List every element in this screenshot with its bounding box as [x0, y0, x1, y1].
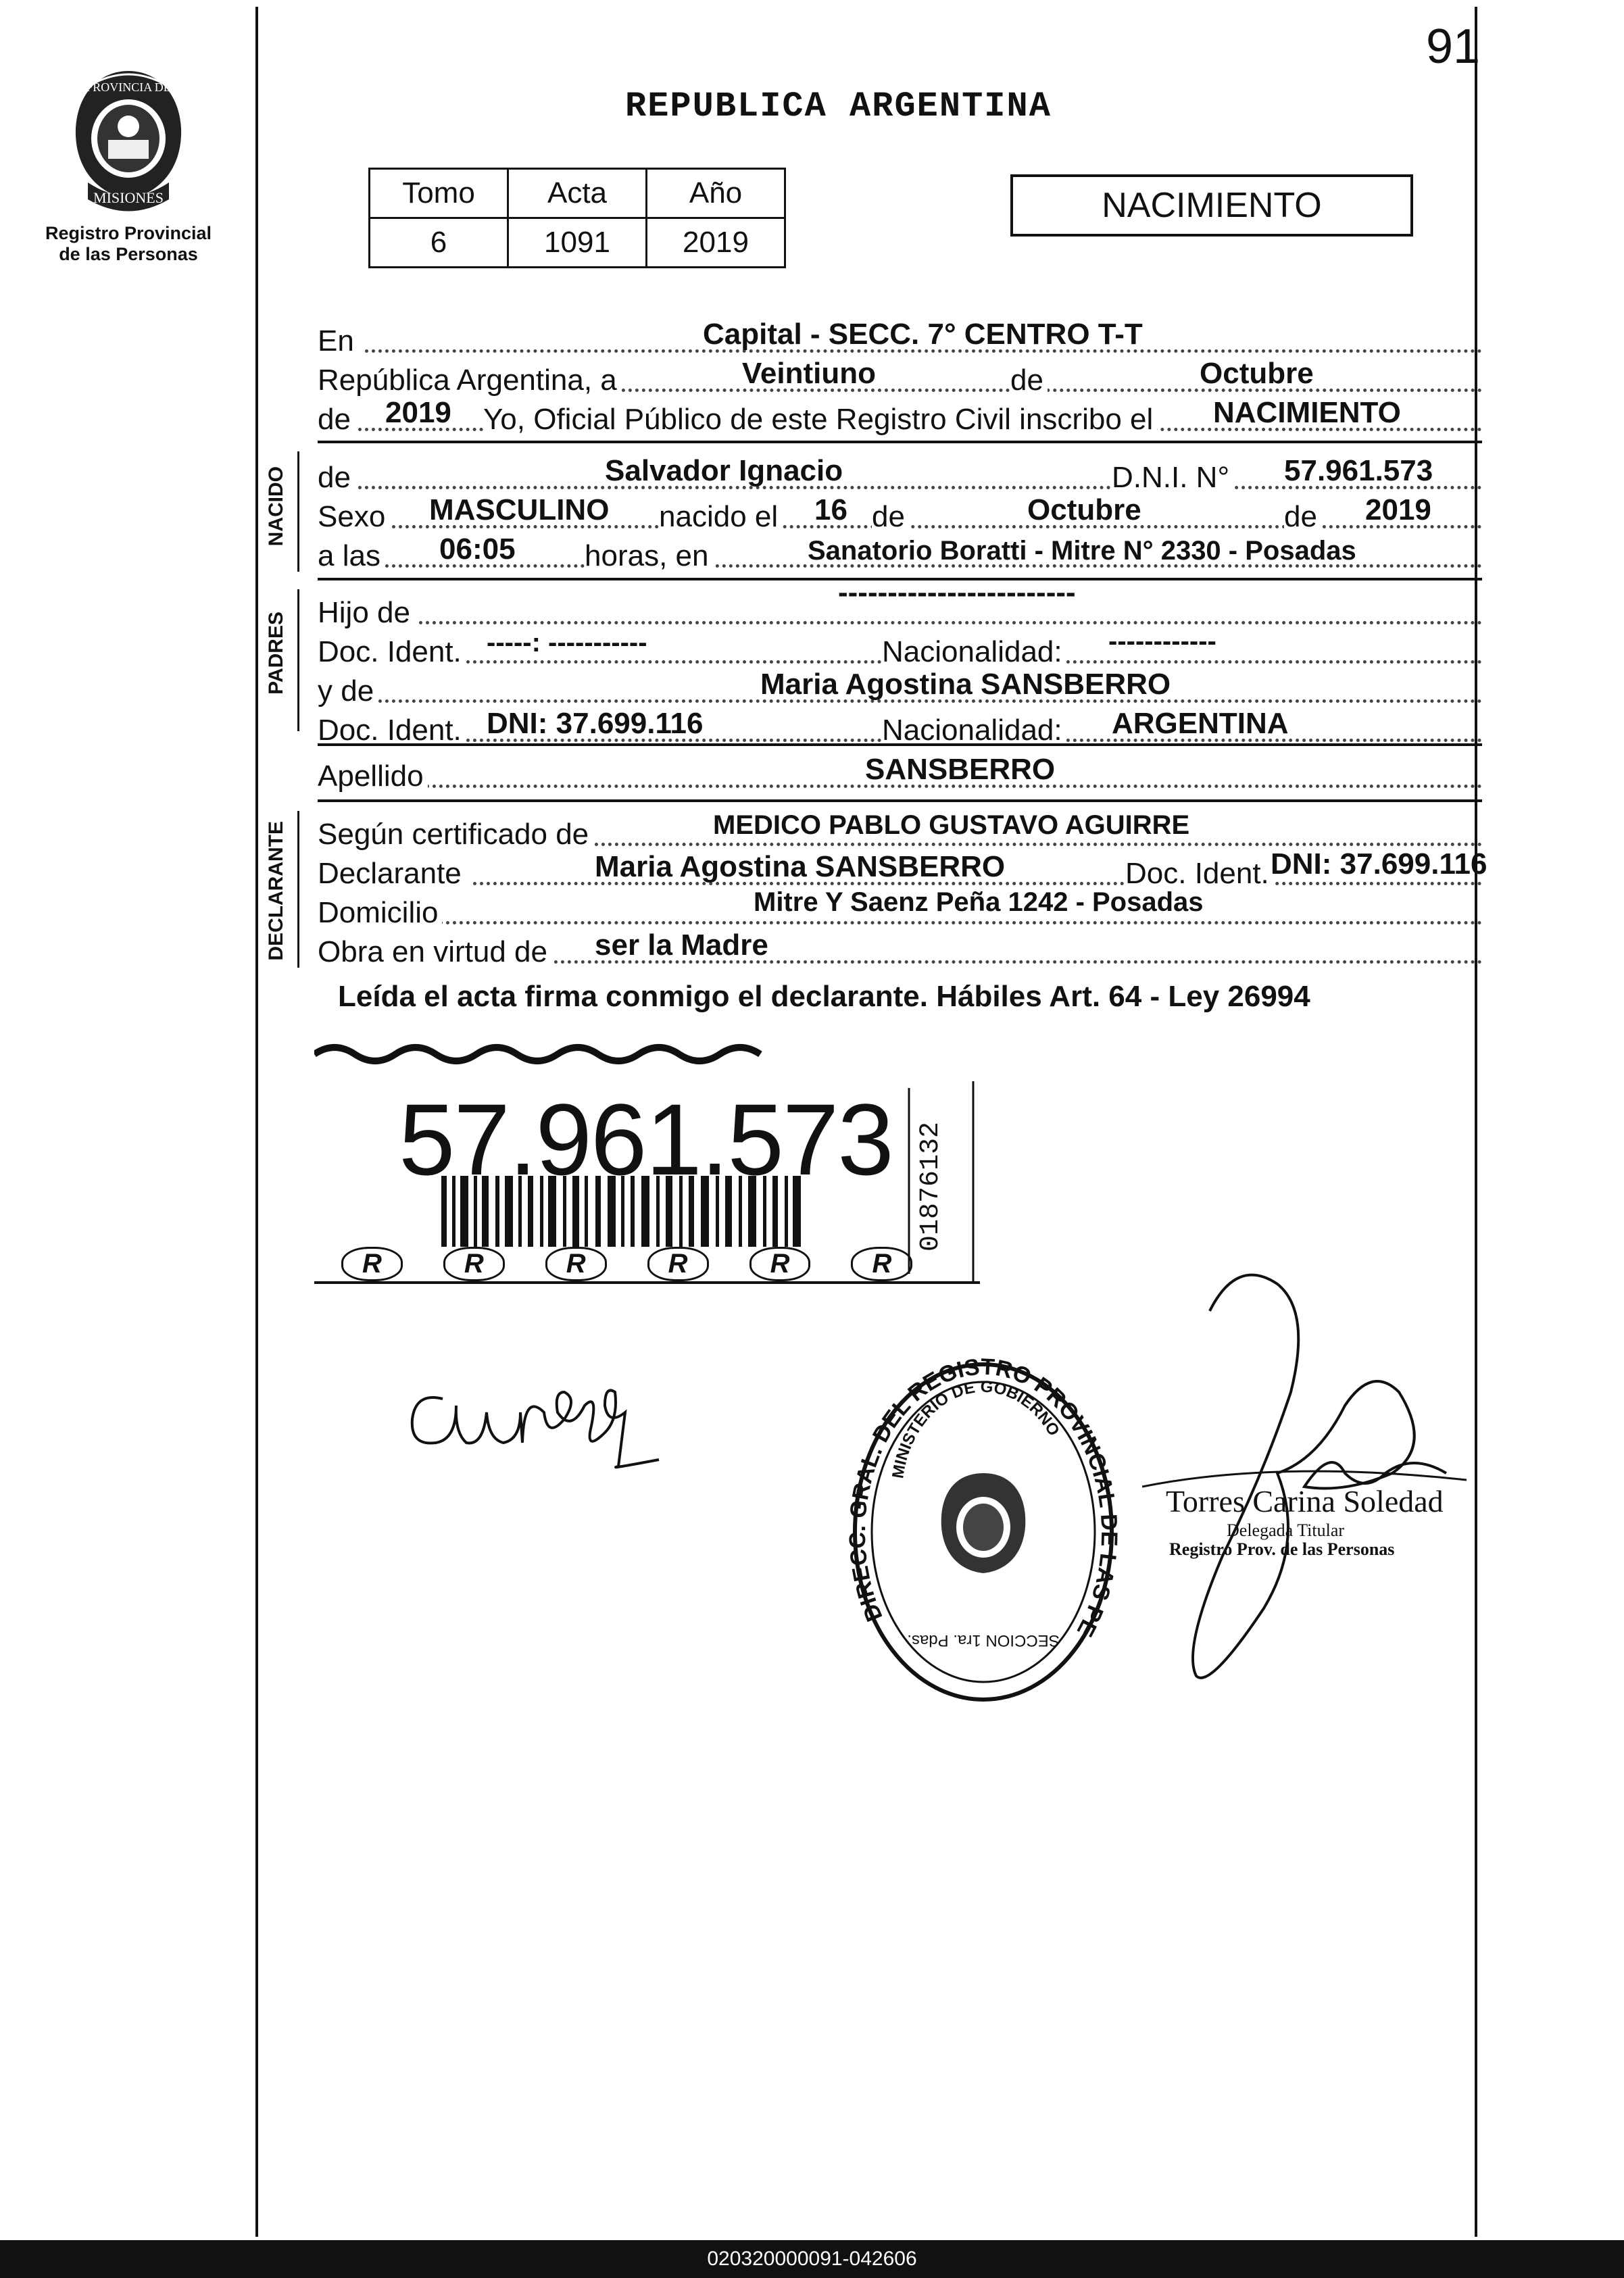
r-mark: R	[341, 1247, 403, 1281]
row-y-de	[318, 668, 1482, 708]
value-sexo: MASCULINO	[429, 493, 610, 526]
label-de-2: de	[872, 500, 909, 534]
provincial-emblem-icon	[61, 64, 196, 220]
label-hijo-de: Hijo de	[318, 596, 414, 630]
official-seal	[848, 1358, 1118, 1706]
label-doc-ident-madre: Doc. Ident.	[318, 714, 466, 747]
table-value-acta: 1091	[508, 218, 647, 268]
seal-graphic	[848, 1358, 1118, 1706]
value-year: 2019	[385, 396, 451, 429]
svg-text:MISIONES: MISIONES	[93, 189, 164, 206]
value-apellido: SANSBERRO	[865, 753, 1056, 786]
official-name: Torres Carina Soledad	[1166, 1484, 1444, 1518]
registry-table	[368, 168, 786, 268]
svg-text:MINISTERIO DE GOBIERNO: MINISTERIO DE GOBIERNO	[889, 1377, 1063, 1480]
label-de-year: de	[318, 403, 355, 437]
r-mark: R	[443, 1247, 505, 1281]
label-de: de	[1010, 364, 1048, 397]
value-hora: 06:05	[439, 533, 516, 566]
r-mark: R	[545, 1247, 607, 1281]
label-nacido-el: nacido el	[659, 500, 782, 534]
declarant-signature	[402, 1352, 706, 1473]
table-value-ano: 2019	[647, 218, 785, 268]
svg-text:PROVINCIA DE: PROVINCIA DE	[86, 80, 171, 94]
row-nacido-nombre	[318, 454, 1482, 495]
table-value-tomo: 6	[370, 218, 508, 268]
label-doc-ident: Doc. Ident.	[318, 635, 466, 669]
section-bracket	[297, 589, 299, 731]
row-certificado	[318, 811, 1482, 851]
row-madre-doc	[318, 707, 1482, 747]
value-padre: ------------------------	[838, 576, 1076, 609]
value-acto: NACIMIENTO	[1213, 396, 1401, 429]
label-declarante: Declarante	[318, 857, 466, 891]
official-office: Registro Prov. de las Personas	[1169, 1539, 1395, 1559]
scan-footer-code: 020320000091-042606	[0, 2240, 1624, 2278]
registry-logo	[41, 64, 216, 265]
row-padre-doc	[318, 628, 1482, 669]
r-mark: R	[851, 1247, 912, 1281]
label-nacionalidad: Nacionalidad:	[882, 635, 1066, 669]
value-madre: Maria Agostina SANSBERRO	[760, 668, 1171, 701]
label-apellido: Apellido	[318, 760, 428, 793]
official-role: Delegada Titular	[1227, 1520, 1345, 1540]
value-month: Octubre	[1200, 357, 1314, 390]
row-nacido-sexo	[318, 493, 1482, 534]
label-a-las: a las	[318, 539, 385, 573]
r-mark: R	[647, 1247, 709, 1281]
label-certificado: Según certificado de	[318, 818, 593, 851]
section-bracket	[297, 451, 299, 572]
value-mes-nac: Octubre	[1027, 493, 1141, 526]
value-declarante: Maria Agostina SANSBERRO	[595, 850, 1006, 883]
sticker-security-marks	[341, 1247, 950, 1281]
value-anio-nac: 2019	[1365, 493, 1431, 526]
value-en: Capital - SECC. 7° CENTRO T-T	[703, 318, 1143, 351]
value-dni: 57.961.573	[1284, 454, 1433, 487]
svg-text:SECCION 1ra. Pdas.: SECCION 1ra. Pdas.	[907, 1631, 1060, 1650]
row-domicilio	[318, 889, 1482, 930]
svg-text:DIRECC. GRAL. DEL REGISTRO PRO: DIRE RAL. DEL REGISTRO PROVINCIAL LAS PE	[848, 1358, 1118, 1641]
row-hijo-de	[318, 576, 1482, 630]
row-nacido-hora	[318, 533, 1482, 573]
sticker-serial: 01876132	[916, 1122, 946, 1252]
r-mark: R	[749, 1247, 811, 1281]
label-oficial: Yo, Oficial Público de este Registro Civil inscribo el	[483, 403, 1157, 437]
value-lugar: Sanatorio Boratti - Mitre N° 2330 - Posadas	[808, 536, 1356, 566]
label-obra: Obra en virtud de	[318, 935, 551, 969]
label-republica: República Argentina, a	[318, 364, 621, 397]
table-header-ano: Año	[647, 169, 785, 218]
label-doc-ident-decl: Doc. Ident.	[1125, 857, 1273, 891]
label-dni: D.N.I. N°	[1112, 461, 1233, 495]
label-y-de: y de	[318, 674, 378, 708]
row-declarante	[318, 847, 1487, 891]
row-en	[318, 318, 1482, 358]
closing-statement: Leída el acta firma conmigo el declarante. Hábiles Art. 64 - Ley 26994	[338, 980, 1310, 1013]
value-day: Veintiuno	[742, 357, 876, 390]
row-fecha	[318, 357, 1482, 397]
row-apellido	[318, 753, 1482, 793]
value-padre-nac: ------------	[1108, 626, 1216, 656]
dni-number-large: 57.961.573	[399, 1083, 893, 1196]
label-sexo: Sexo	[318, 500, 389, 534]
divider	[318, 799, 1482, 802]
record-type-box: NACIMIENTO	[1010, 174, 1413, 237]
row-inscribe	[318, 396, 1482, 437]
value-doc-decl: DNI: 37.699.116	[1271, 847, 1487, 881]
divider	[318, 441, 1482, 443]
value-dia-nac: 16	[814, 493, 847, 526]
logo-caption-2: de las Personas	[59, 244, 198, 264]
page-number: 91	[1426, 20, 1481, 74]
value-domicilio: Mitre Y Saenz Peña 1242 - Posadas	[754, 887, 1204, 917]
table-header-acta: Acta	[508, 169, 647, 218]
label-de-3: de	[1284, 500, 1321, 534]
label-domicilio: Domicilio	[318, 896, 442, 930]
label-horas-en: horas, en	[585, 539, 712, 573]
value-madre-doc: DNI: 37.699.116	[487, 707, 704, 740]
value-nombre: Salvador Ignacio	[605, 454, 843, 487]
row-obra	[318, 928, 1482, 969]
value-certificado: MEDICO PABLO GUSTAVO AGUIRRE	[713, 810, 1190, 840]
value-madre-nac: ARGENTINA	[1112, 707, 1289, 740]
table-header-tomo: Tomo	[370, 169, 508, 218]
label-nacionalidad-madre: Nacionalidad:	[882, 714, 1066, 747]
label-de-nombre: de	[318, 461, 355, 495]
value-padre-doc: -----: -----------	[487, 628, 647, 658]
document-title: REPUBLICA ARGENTINA	[625, 86, 1052, 126]
section-label-nacido: NACIDO	[265, 466, 287, 547]
section-label-padres: PADRES	[265, 612, 287, 695]
divider	[318, 743, 1482, 746]
logo-caption-1: Registro Provincial	[45, 223, 212, 243]
left-margin-line	[255, 7, 258, 2237]
value-obra: ser la Madre	[595, 928, 768, 962]
section-bracket	[297, 811, 299, 968]
label-en: En	[318, 324, 358, 358]
section-label-declarante: DECLARANTE	[265, 821, 287, 961]
